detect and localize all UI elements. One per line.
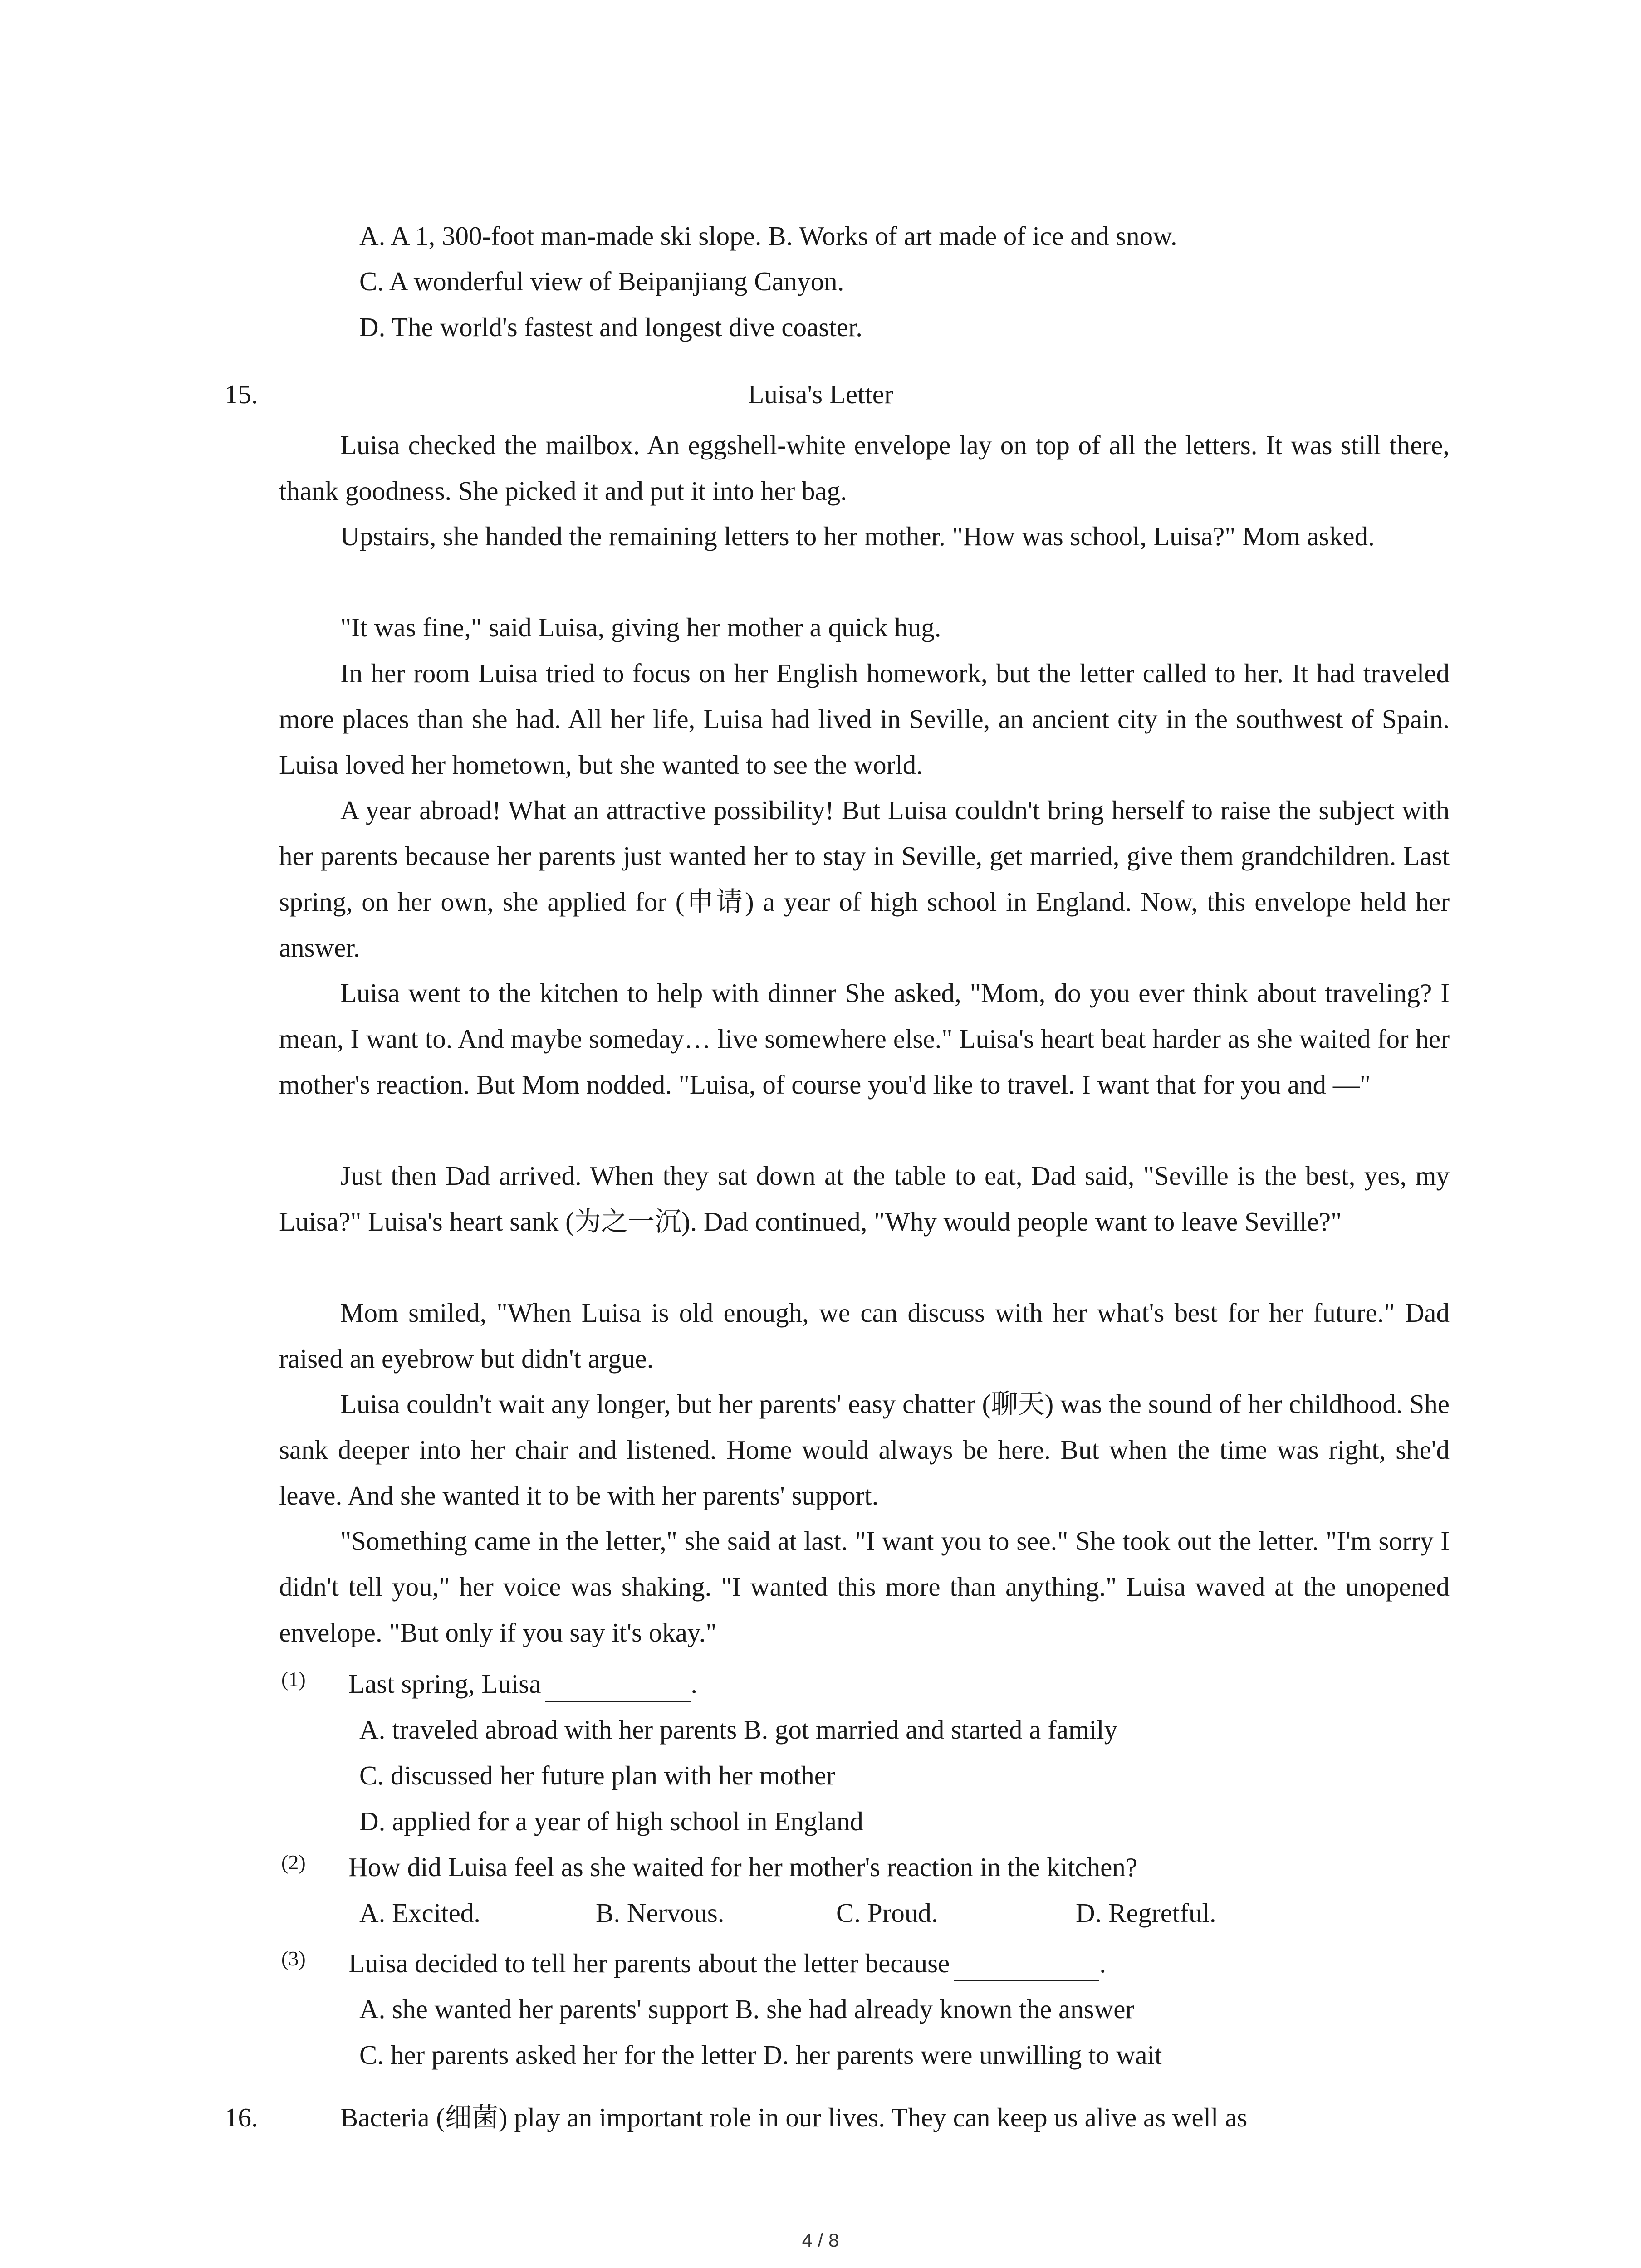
sub-question-2-option-a: A. Excited.: [359, 1898, 481, 1928]
question-number-16: 16.: [225, 2102, 258, 2132]
answer-blank: [545, 1673, 691, 1702]
q14-option-c: C. A wonderful view of Beipanjiang Canyon.: [359, 266, 844, 296]
passage-paragraph-9: Luisa couldn't wait any longer, but her parents' easy chatter (聊天) was the sound of her childhood. She sank deeper into her chair and listened. Home would always be here. But when the time was right, she'd leave. And she wanted it to be with her parents' support.: [279, 1389, 1450, 1510]
passage-paragraph-8: Mom smiled, "When Luisa is old enough, we can discuss with her what's best for her future." Dad raised an eyebrow but didn't argue.: [279, 1298, 1450, 1374]
passage-paragraph-6: Luisa went to the kitchen to help with dinner She asked, "Mom, do you ever think about traveling? I mean, I want to. And maybe someday… live somewhere else." Luisa's heart beat harder as she waited for her mother's reaction. But Mom nodded. "Luisa, of course you'd like to travel. I want that for you and —": [279, 978, 1450, 1100]
passage-paragraph-4: In her room Luisa tried to focus on her English homework, but the letter called to her. It had traveled more places than she had. All her life, Luisa had lived in Seville, an ancient city in the southwest of Spain. Luisa loved her hometown, but she wanted to see the world.: [279, 658, 1450, 780]
sub-question-1-option-d: D. applied for a year of high school in England: [359, 1806, 863, 1836]
passage-paragraph-10: "Something came in the letter," she said at last. "I want you to see." She took out the letter. "I'm sorry I didn't tell you," her voice was shaking. "I wanted this more than anything." Luisa waved at the unopened envelope. "But only if you say it's okay.": [279, 1526, 1450, 1647]
sub-question-2-stem: How did Luisa feel as she waited for her mother's reaction in the kitchen?: [348, 1852, 1138, 1882]
answer-blank: [954, 1953, 1099, 1981]
sub-question-2-option-b: B. Nervous.: [596, 1898, 725, 1928]
sub-question-1-option-c: C. discussed her future plan with her mother: [359, 1760, 835, 1790]
question-16-text: Bacteria (细菌) play an important role in our lives. They can keep us alive as well as: [340, 2102, 1248, 2132]
question-number-15: 15.: [225, 379, 258, 409]
sub-question-3-number: (3): [281, 1947, 306, 1970]
sub-question-3-stem-end: .: [1099, 1948, 1107, 1978]
sub-question-1-stem-end: .: [691, 1669, 698, 1699]
page-number: 4 / 8: [802, 2229, 839, 2251]
passage-title: Luisa's Letter: [748, 379, 893, 409]
sub-question-3-stem: [348, 1945, 1106, 1981]
sub-question-2-number: (2): [281, 1851, 306, 1874]
passage-paragraph-7: Just then Dad arrived. When they sat down at the table to eat, Dad said, "Seville is the best, yes, my Luisa?" Luisa's heart sank (为之一沉). Dad continued, "Why would people want to leave Seville?": [279, 1161, 1450, 1237]
passage-paragraph-1: Luisa checked the mailbox. An eggshell-white envelope lay on top of all the letters. It was still there, thank goodness. She picked it and put it into her bag.: [279, 430, 1450, 506]
passage-paragraph-2: Upstairs, she handed the remaining letters to her mother. "How was school, Luisa?" Mom asked.: [340, 521, 1375, 551]
sub-question-2-option-c: C. Proud.: [836, 1898, 938, 1928]
sub-question-1-stem: [348, 1666, 697, 1702]
sub-question-1-stem-text: Last spring, Luisa: [348, 1669, 541, 1699]
q14-option-ab: A. A 1, 300-foot man-made ski slope. B. Works of art made of ice and snow.: [359, 221, 1177, 251]
sub-question-1-option-ab: A. traveled abroad with her parents B. got married and started a family: [359, 1715, 1118, 1745]
sub-question-2-option-d: D. Regretful.: [1076, 1898, 1216, 1928]
passage-paragraph-5: A year abroad! What an attractive possibility! But Luisa couldn't bring herself to raise the subject with her parents because her parents just wanted her to stay in Seville, get married, give them grandchildren. Last spring, on her own, she applied for (申请) a year of high school in England. Now, this envelope held her answer.: [279, 795, 1450, 963]
q14-option-d: D. The world's fastest and longest dive coaster.: [359, 312, 862, 342]
passage-paragraph-3: "It was fine," said Luisa, giving her mother a quick hug.: [340, 612, 941, 642]
sub-question-3-stem-text: Luisa decided to tell her parents about the letter because: [348, 1948, 950, 1978]
sub-question-1-number: (1): [281, 1667, 306, 1691]
sub-question-3-option-ab: A. she wanted her parents' support B. she had already known the answer: [359, 1994, 1135, 2024]
sub-question-3-option-cd: C. her parents asked her for the letter D. her parents were unwilling to wait: [359, 2040, 1162, 2070]
